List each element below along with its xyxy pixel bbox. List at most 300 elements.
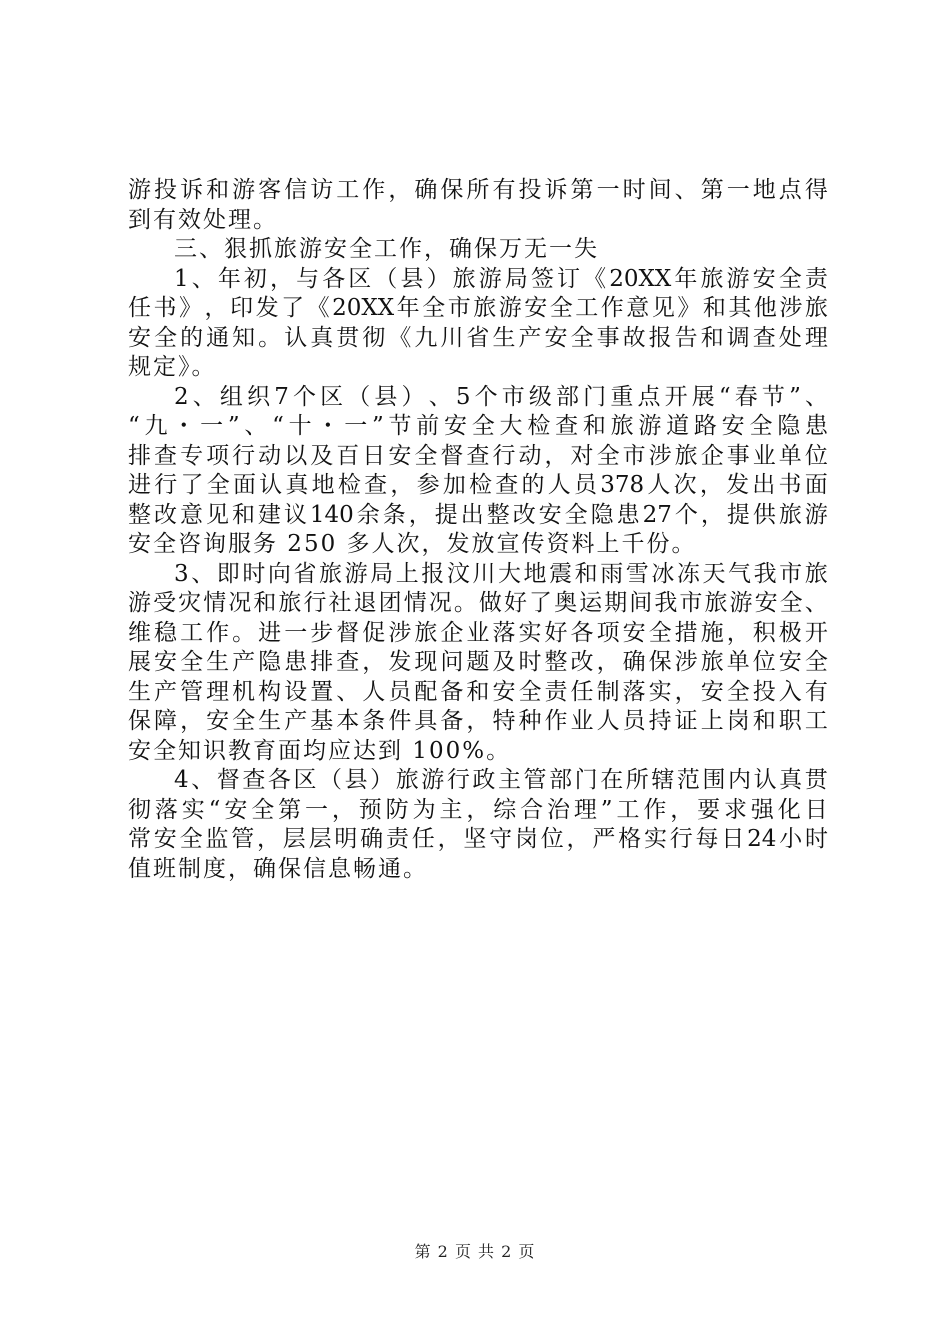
glyph: 全 [778, 265, 802, 292]
glyph: 《 [306, 295, 330, 321]
glyph: 余 [356, 501, 380, 528]
glyph: 一 [200, 413, 224, 439]
glyph: 旅 [674, 442, 698, 469]
glyph: 议 [283, 501, 307, 528]
glyph: 人 [547, 472, 571, 498]
glyph: 现 [414, 649, 438, 675]
glyph: 层 [308, 826, 332, 852]
section-heading: 三、狠抓旅游安全工作，确保万无一失 [174, 236, 599, 262]
glyph: 各 [322, 265, 346, 292]
glyph: ， [699, 472, 723, 498]
glyph: 生 [258, 708, 282, 734]
glyph: ， [408, 501, 432, 528]
glyph: 旅 [452, 265, 476, 292]
text-line [128, 442, 828, 472]
glyph: 川 [440, 324, 464, 351]
glyph: 局 [504, 265, 528, 292]
glyph: 制 [596, 678, 620, 705]
glyph: 局 [370, 560, 394, 587]
glyph: 隐 [777, 413, 801, 439]
page-footer [0, 1242, 950, 1262]
glyph: 安 [538, 501, 562, 528]
glyph: 路 [693, 413, 717, 439]
glyph: 游 [638, 413, 662, 439]
glyph: 客 [258, 177, 282, 203]
glyph: 措 [674, 619, 698, 646]
glyph: 及 [492, 649, 516, 675]
glyph: 查 [495, 472, 519, 498]
glyph: 即 [216, 560, 240, 587]
glyph: 我 [753, 560, 777, 587]
glyph: 位 [540, 826, 564, 852]
glyph: 日 [804, 796, 828, 823]
glyph: 县 [344, 767, 368, 793]
glyph: 信 [284, 177, 308, 203]
line-content [174, 766, 828, 796]
glyph: 一 [305, 796, 328, 823]
glyph: 春 [734, 383, 758, 410]
glyph: 及 [310, 442, 334, 469]
glyph: 在 [600, 767, 624, 793]
glyph: 明 [334, 826, 358, 852]
glyph: 旅 [473, 295, 497, 321]
line-content [128, 442, 828, 472]
glyph: 行 [232, 442, 256, 469]
glyph: 大 [499, 413, 523, 439]
glyph: ” [600, 796, 613, 823]
glyph: 他 [753, 295, 777, 321]
glyph: 备 [440, 708, 464, 734]
glyph: 安 [206, 708, 230, 734]
glyph: 工 [616, 796, 640, 823]
glyph: 开 [664, 383, 688, 410]
glyph: 产 [518, 324, 542, 351]
glyph: 做 [478, 590, 502, 616]
glyph: 调 [726, 324, 750, 351]
glyph: 岗 [514, 826, 538, 852]
text-line [128, 324, 828, 354]
glyph: 县 [374, 383, 398, 410]
glyph: 和 [702, 295, 726, 321]
glyph: 其 [728, 295, 752, 321]
glyph: 保 [128, 708, 151, 734]
glyph: 和 [231, 501, 255, 528]
glyph: 查 [336, 649, 360, 675]
text-line [128, 560, 828, 590]
indent [128, 560, 174, 590]
glyph: 改 [570, 649, 594, 675]
text-line: 值班制度，确保信息畅通。 [128, 855, 428, 882]
glyph: 整 [486, 501, 510, 528]
glyph: 事 [596, 324, 620, 351]
glyph: 合 [520, 796, 544, 823]
glyph: 检 [337, 472, 361, 498]
glyph: 旅 [610, 413, 634, 439]
indent [128, 265, 174, 295]
glyph: 378 [600, 472, 645, 498]
glyph: 强 [750, 796, 774, 823]
text-line [128, 176, 828, 206]
glyph: 查 [242, 767, 266, 793]
glyph: ， [362, 649, 386, 675]
glyph: 员 [622, 708, 646, 734]
glyph: 单 [778, 442, 802, 469]
glyph: 涉 [674, 649, 698, 675]
glyph: 条 [382, 501, 406, 528]
glyph: 投 [752, 678, 776, 705]
glyph: 项 [206, 442, 230, 469]
glyph: 面 [804, 472, 828, 498]
glyph: 省 [293, 560, 317, 587]
glyph: 彻 [128, 796, 151, 823]
glyph: 通 [206, 324, 230, 351]
glyph: 雪 [625, 560, 649, 587]
glyph: 综 [493, 796, 517, 823]
glyph: 生 [206, 649, 230, 675]
glyph: 游 [128, 590, 151, 616]
glyph: 点 [778, 177, 802, 203]
glyph: 产 [154, 678, 178, 705]
glyph: 主 [497, 767, 521, 793]
glyph: 作 [206, 619, 230, 646]
line-content [128, 589, 828, 619]
glyph: 、 [192, 383, 216, 410]
glyph: 》 [677, 295, 701, 321]
glyph: 全 [549, 295, 573, 321]
glyph: 建 [257, 501, 281, 528]
glyph: 查 [466, 442, 490, 469]
glyph: 级 [528, 383, 552, 410]
text-line [128, 648, 828, 678]
indent [128, 766, 174, 796]
glyph: 我 [654, 590, 678, 616]
glyph: 安 [524, 295, 548, 321]
glyph: 动 [258, 442, 282, 469]
glyph: 政 [472, 767, 496, 793]
glyph: 7 [274, 383, 289, 410]
glyph: 个 [474, 383, 498, 410]
glyph: 部 [556, 383, 580, 410]
glyph: 签 [530, 265, 554, 292]
line-content [174, 383, 828, 413]
glyph: 作 [600, 295, 624, 321]
glyph: 认 [753, 767, 777, 793]
glyph: 《 [583, 265, 607, 292]
glyph: 开 [804, 619, 828, 646]
glyph: 专 [180, 442, 204, 469]
glyph: 业 [752, 442, 776, 469]
glyph: 的 [521, 472, 545, 498]
glyph: 维 [128, 619, 151, 646]
glyph: ・ [172, 413, 196, 439]
glyph: 年 [396, 295, 420, 321]
glyph: 工 [180, 619, 204, 646]
glyph: ” [371, 413, 384, 439]
glyph: 管 [231, 826, 255, 852]
glyph: 认 [284, 324, 308, 351]
glyph: 3 [174, 560, 189, 587]
page-number-label: 第 2 页 共 2 页 [414, 1242, 536, 1261]
glyph: 加 [442, 472, 466, 498]
glyph: 冻 [676, 560, 700, 587]
glyph: 诉 [180, 177, 204, 203]
glyph: 告 [674, 324, 698, 351]
glyph: ， [390, 472, 414, 498]
glyph: 全 [564, 501, 588, 528]
glyph: ， [566, 826, 590, 852]
glyph: ， [256, 826, 280, 852]
text-line [128, 471, 828, 501]
glyph: 游 [729, 590, 753, 616]
glyph: 对 [570, 442, 594, 469]
glyph: 道 [666, 413, 690, 439]
glyph: ” [227, 413, 240, 439]
glyph: 汶 [446, 560, 470, 587]
glyph: 工 [804, 708, 828, 734]
glyph: 作 [362, 177, 386, 203]
glyph: 进 [258, 619, 282, 646]
glyph: ， [180, 708, 204, 734]
text-line [128, 265, 828, 295]
glyph: 旅 [704, 590, 728, 616]
glyph: 进 [128, 472, 151, 498]
glyph: 部 [549, 767, 573, 793]
glyph: 次 [673, 472, 697, 498]
glyph: 基 [310, 708, 334, 734]
glyph: 改 [153, 501, 177, 528]
line-content [128, 796, 828, 826]
glyph: 有 [804, 678, 828, 705]
text-line [128, 412, 828, 442]
glyph: 机 [232, 678, 256, 705]
glyph: 、 [191, 265, 215, 292]
glyph: 以 [284, 442, 308, 469]
glyph: 安 [721, 413, 745, 439]
glyph: 、 [674, 177, 698, 203]
glyph: 行 [492, 442, 516, 469]
text-line [128, 501, 828, 531]
body-text [128, 176, 828, 884]
glyph: 各 [570, 619, 594, 646]
glyph: 游 [232, 177, 256, 203]
glyph: 时 [518, 649, 542, 675]
glyph: 落 [492, 619, 516, 646]
glyph: 任 [570, 678, 594, 705]
glyph: 整 [544, 649, 568, 675]
glyph: ， [670, 796, 694, 823]
glyph: 置 [310, 678, 334, 705]
glyph: 确 [622, 649, 646, 675]
text-line: 安全知识教育面均应达到 100%。 [128, 737, 512, 764]
glyph: 发 [255, 295, 279, 321]
glyph: 位 [804, 442, 828, 469]
line-content [128, 176, 828, 206]
glyph: 有 [492, 177, 516, 203]
glyph: 企 [440, 619, 464, 646]
glyph: 市 [779, 560, 803, 587]
glyph: 患 [804, 413, 828, 439]
glyph: 个 [292, 383, 316, 410]
glyph: 生 [128, 678, 151, 705]
glyph: 、 [428, 383, 452, 410]
glyph: 报 [648, 324, 672, 351]
glyph: 督 [336, 619, 360, 646]
glyph: 、 [191, 767, 215, 793]
line-content [128, 619, 828, 649]
glyph: 5 [455, 383, 471, 410]
glyph: （ [347, 383, 371, 410]
glyph: 上 [395, 560, 419, 587]
glyph: 全 [422, 295, 446, 321]
glyph: 全 [518, 678, 542, 705]
line-content [128, 678, 828, 708]
glyph: 订 [557, 265, 581, 292]
glyph: 位 [752, 649, 776, 675]
glyph: 雨 [600, 560, 624, 587]
glyph: 4 [174, 767, 189, 793]
glyph: 证 [674, 708, 698, 734]
glyph: 要 [697, 796, 721, 823]
glyph: 生 [492, 324, 516, 351]
glyph: 防 [385, 796, 409, 823]
glyph: 、 [336, 678, 360, 705]
line-content [128, 707, 828, 737]
glyph: ， [544, 442, 568, 469]
glyph: 认 [259, 472, 283, 498]
glyph: 和 [752, 708, 776, 734]
glyph: 安 [778, 649, 802, 675]
glyph: 任 [128, 295, 151, 321]
glyph: 年 [217, 265, 241, 292]
glyph: 县 [400, 265, 424, 292]
glyph: 内 [728, 767, 752, 793]
glyph: 、 [191, 560, 215, 587]
glyph: 隐 [258, 649, 282, 675]
glyph: 出 [752, 472, 776, 498]
glyph: 真 [285, 472, 309, 498]
glyph: 提 [726, 501, 750, 528]
glyph: 市 [622, 442, 646, 469]
glyph: 和 [466, 678, 490, 705]
glyph: 见 [205, 501, 229, 528]
glyph: 区 [348, 265, 372, 292]
glyph: 第 [700, 177, 724, 203]
glyph: 作 [643, 796, 667, 823]
line-content [128, 471, 828, 501]
glyph: 退 [353, 590, 377, 616]
glyph: 治 [547, 796, 571, 823]
text-line [128, 766, 828, 796]
glyph: 责 [544, 678, 568, 705]
glyph: 游 [726, 265, 750, 292]
glyph: 时 [805, 826, 828, 852]
glyph: 全 [232, 708, 256, 734]
glyph: 24 [747, 826, 777, 852]
glyph: 区 [293, 767, 317, 793]
glyph: 员 [573, 472, 597, 498]
glyph: 人 [596, 708, 620, 734]
glyph: 点 [637, 383, 661, 410]
glyph: ） [426, 265, 450, 292]
glyph: 全 [179, 826, 203, 852]
glyph: 运 [579, 590, 603, 616]
glyph: 每 [695, 826, 719, 852]
glyph: 书 [778, 472, 802, 498]
line-content [128, 294, 828, 324]
glyph: ， [270, 265, 294, 292]
glyph: 与 [296, 265, 320, 292]
glyph: 织 [247, 383, 271, 410]
glyph: 间 [629, 590, 653, 616]
glyph: 全 [180, 649, 204, 675]
glyph: 个 [674, 501, 698, 528]
glyph: 范 [676, 767, 700, 793]
glyph: ， [331, 796, 355, 823]
glyph: 九 [144, 413, 168, 439]
glyph: 实 [181, 796, 205, 823]
glyph: 管 [180, 678, 204, 705]
glyph: 动 [518, 442, 542, 469]
glyph: 涉 [388, 619, 412, 646]
glyph: 排 [310, 649, 334, 675]
glyph: 第 [278, 796, 302, 823]
glyph: 一 [596, 177, 620, 203]
glyph: 、 [804, 383, 828, 410]
glyph: 产 [284, 708, 308, 734]
glyph: 诉 [544, 177, 568, 203]
glyph: 出 [460, 501, 484, 528]
glyph: 投 [518, 177, 542, 203]
glyph: 2 [174, 383, 189, 410]
glyph: 人 [647, 472, 671, 498]
glyph: 全 [749, 413, 773, 439]
glyph: ） [370, 767, 394, 793]
glyph: 奥 [554, 590, 578, 616]
glyph: 安 [388, 442, 412, 469]
glyph: 区 [320, 383, 344, 410]
line-content [128, 825, 828, 855]
glyph: 旅 [319, 560, 343, 587]
glyph: 百 [336, 442, 360, 469]
glyph: 》 [179, 295, 203, 321]
glyph: 格 [618, 826, 642, 852]
glyph: 全 [251, 796, 275, 823]
glyph: 书 [153, 295, 177, 321]
glyph: ， [700, 501, 724, 528]
glyph: 日 [362, 442, 386, 469]
glyph: 好 [544, 619, 568, 646]
text-line: 安全咨询服务 250 多人次，发放宣传资料上千份。 [128, 531, 697, 557]
glyph: 安 [154, 649, 178, 675]
glyph: 旅 [414, 619, 438, 646]
glyph: 设 [284, 678, 308, 705]
glyph: 安 [622, 619, 646, 646]
glyph: 配 [414, 678, 438, 705]
glyph: 旅 [804, 295, 828, 321]
glyph: ， [466, 708, 490, 734]
glyph: 20XX [332, 295, 395, 321]
glyph: 促 [362, 619, 386, 646]
glyph: 坚 [463, 826, 487, 852]
glyph: 和 [700, 324, 724, 351]
glyph: 作 [544, 708, 568, 734]
text-line [128, 825, 828, 855]
glyph: 确 [360, 826, 384, 852]
glyph: 查 [555, 413, 579, 439]
glyph: 知 [232, 324, 256, 351]
glyph: ， [437, 826, 461, 852]
glyph: 实 [643, 826, 667, 852]
